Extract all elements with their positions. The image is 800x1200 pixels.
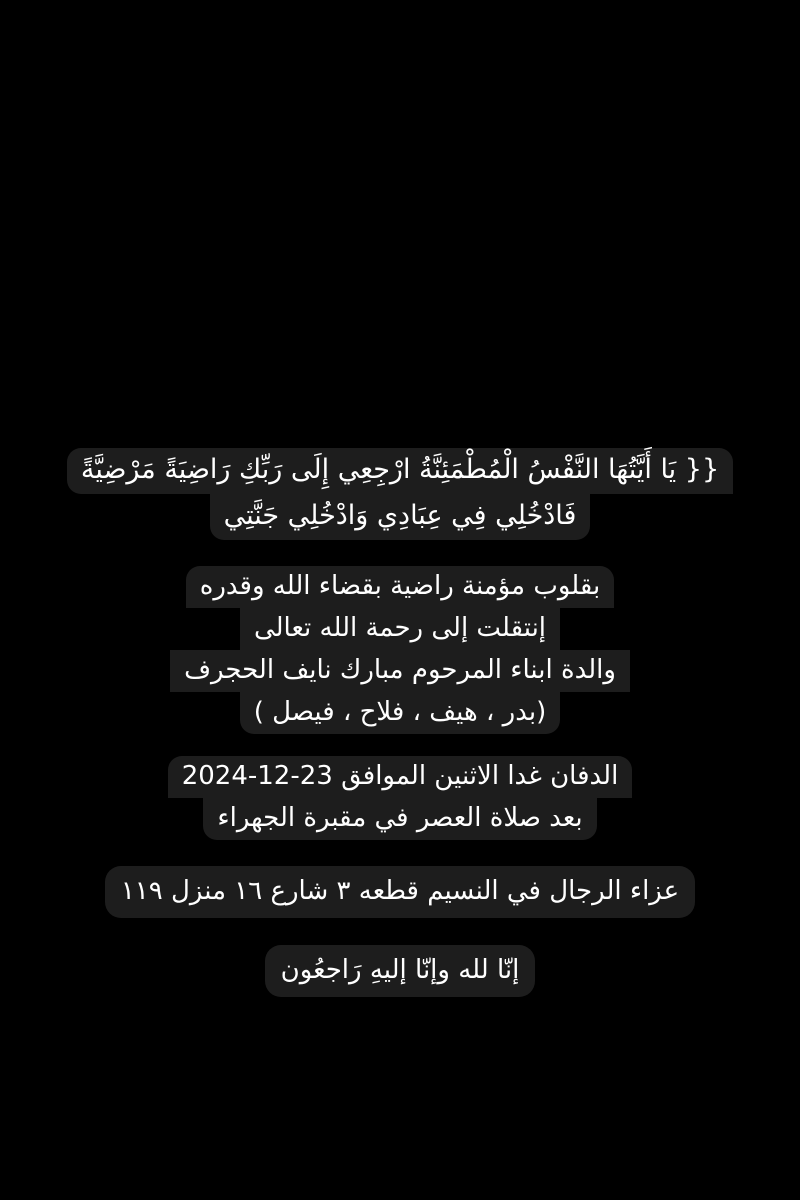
burial-location-line: بعد صلاة العصر في مقبرة الجهراء <box>203 798 596 840</box>
children-names-line: (بدر ، هيف ، فلاح ، فيصل ) <box>240 692 560 734</box>
announcement-line-2: إنتقلت إلى رحمة الله تعالى <box>240 608 560 650</box>
verse-line-2: فَادْخُلِي فِي عِبَادِي وَادْخُلِي جَنَّتِي <box>210 494 591 540</box>
condolence-block <box>0 866 800 918</box>
quran-verse-block <box>0 448 800 540</box>
death-announcement-block <box>0 566 800 734</box>
burial-date-line: الدفان غدا الاثنين الموافق 23-12-2024 <box>168 756 633 798</box>
burial-details-block <box>0 756 800 840</box>
closing-phrase-block <box>0 945 800 997</box>
announcement-line-1: بقلوب مؤمنة راضية بقضاء الله وقدره <box>186 566 615 608</box>
announcement-line-3: والدة ابناء المرحوم مبارك نايف الحجرف <box>170 650 630 692</box>
verse-line-1: {{ يَا أَيَّتُهَا النَّفْسُ الْمُطْمَئِنَّةُ ارْجِعِي إِلَى رَبِّكِ رَاضِيَةً مَرْضِيَّةً <box>67 448 733 494</box>
condolence-address-line: عزاء الرجال في النسيم قطعه ٣ شارع ١٦ منزل ١١٩ <box>105 866 695 918</box>
closing-phrase-line: إنّا لله وإنّا إليهِ رَاجعُون <box>265 945 536 997</box>
